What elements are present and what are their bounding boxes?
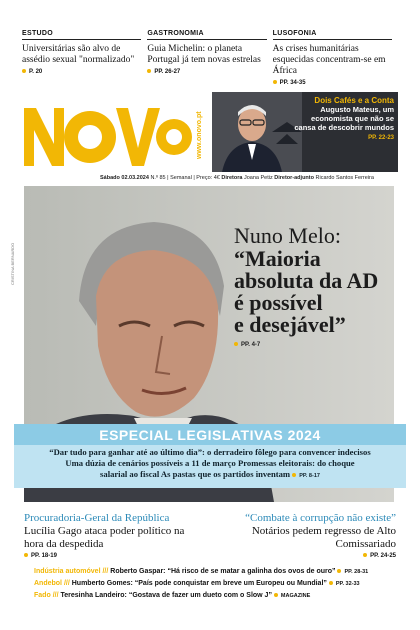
footline-section: Andebol bbox=[34, 580, 62, 587]
teaser-lusofonia[interactable] bbox=[273, 30, 398, 84]
story-headline: Notários pedem regresso de Alto Comissariado bbox=[251, 525, 396, 550]
footline-section: Indústria automóvel bbox=[34, 568, 101, 575]
special-line: Uma dúzia de cenários possíveis a 11 de março Promessas eleitorais: do choque bbox=[65, 458, 355, 468]
masthead bbox=[22, 90, 398, 176]
special-line-text: salarial ao fiscal As pastas que os partidos inventam bbox=[100, 469, 291, 479]
hero-pages bbox=[234, 342, 394, 348]
novo-logo[interactable] bbox=[22, 94, 194, 174]
teaser-pages bbox=[22, 69, 141, 75]
teaser-pages-label: PP. 26-27 bbox=[154, 69, 181, 75]
bullet-dot-icon bbox=[329, 581, 333, 585]
issue-details: N.º 85 | Semanal | Preço: 4€ bbox=[150, 175, 220, 181]
photo-credit: CRISTINA BERNARDO bbox=[10, 242, 15, 285]
bullet-dot-icon bbox=[22, 69, 26, 73]
director-name: Joana Petiz bbox=[243, 175, 273, 181]
footline-text: Teresinha Landeiro: “Gostava de fazer um dueto com o Slow J” bbox=[60, 592, 272, 599]
teaser-pages-label: PP. 34-35 bbox=[279, 80, 306, 86]
story-pages bbox=[24, 553, 205, 559]
hero-quote-line: absoluta da AD bbox=[234, 268, 379, 293]
footline-andebol[interactable] bbox=[34, 578, 394, 590]
director-label: Diretora bbox=[221, 175, 243, 181]
bullet-dot-icon bbox=[363, 553, 367, 557]
teaser-pages bbox=[273, 80, 392, 86]
hero-name: Nuno Melo: bbox=[234, 223, 341, 248]
bullet-dot-icon bbox=[273, 80, 277, 84]
hero-quote-line: “Maioria bbox=[234, 246, 321, 271]
story-pages-label: PP. 24-25 bbox=[370, 553, 396, 559]
teaser-headline: Guia Michelin: o planeta Portugal já tem novas estrelas bbox=[147, 44, 261, 65]
hero-pages-label: PP. 4-7 bbox=[241, 342, 261, 348]
footline-automovel[interactable] bbox=[34, 566, 394, 578]
promo-box[interactable] bbox=[212, 92, 398, 172]
teaser-pages-label: P. 20 bbox=[29, 69, 43, 75]
special-line-last bbox=[14, 469, 406, 482]
deputy-name: Ricardo Santos Ferreira bbox=[315, 175, 374, 181]
story-kicker: “Combate à corrupção não existe” bbox=[245, 512, 396, 524]
dateline bbox=[100, 175, 400, 181]
footline-pages: MAGAZINE bbox=[280, 593, 311, 599]
promo-text bbox=[294, 96, 394, 143]
footline-pages: PP. 28-31 bbox=[344, 569, 369, 575]
promo-kicker: Dois Cafés e a Conta bbox=[314, 96, 394, 105]
special-title: ESPECIAL LEGISLATIVAS 2024 bbox=[14, 424, 406, 445]
special-line: “Dar tudo para ganhar até ao último dia”: o derradeiro fôlego para convencer indecisos bbox=[49, 447, 371, 457]
teaser-headline: As crises humanitárias esquecidas concentram-se em África bbox=[272, 44, 386, 76]
story-pages bbox=[215, 553, 396, 559]
website-url[interactable]: www.onovo.pt bbox=[196, 111, 203, 159]
special-section-band[interactable] bbox=[14, 424, 406, 488]
top-teasers bbox=[22, 30, 398, 84]
story-procuradoria[interactable] bbox=[24, 512, 205, 560]
deputy-label: Diretor-adjunto bbox=[274, 175, 314, 181]
teaser-section: LUSOFONIA bbox=[273, 30, 392, 40]
story-notarios[interactable] bbox=[205, 512, 396, 560]
footline-text: Roberto Gaspar: “Há risco de se matar a galinha dos ovos de ouro” bbox=[110, 568, 336, 575]
bullet-dot-icon bbox=[234, 342, 238, 346]
hero-quote bbox=[234, 224, 394, 348]
footline-section: Fado bbox=[34, 592, 51, 599]
footline-separator: /// bbox=[102, 568, 109, 575]
bottom-stories bbox=[24, 512, 396, 560]
footline-separator: /// bbox=[52, 592, 59, 599]
bullet-dot-icon bbox=[337, 569, 341, 573]
promo-headline: Augusto Mateus, um economista que não se cansa de descobrir mundos bbox=[294, 105, 394, 132]
footline-separator: /// bbox=[63, 580, 70, 587]
issue-date: Sábado 02.03.2024 bbox=[100, 175, 149, 181]
teaser-gastronomia[interactable] bbox=[147, 30, 272, 84]
bullet-dot-icon bbox=[274, 593, 278, 597]
footline-fado[interactable] bbox=[34, 590, 394, 602]
teaser-section: GASTRONOMIA bbox=[147, 30, 266, 40]
footlines bbox=[34, 566, 394, 602]
footline-pages: PP. 32-33 bbox=[335, 581, 360, 587]
hero-quote-line: é possível bbox=[234, 290, 323, 315]
footline-text: Humberto Gomes: “País pode conquistar em breve um Europeu ou Mundial” bbox=[71, 580, 327, 587]
bullet-dot-icon bbox=[292, 473, 296, 477]
special-pages: PP. 8-17 bbox=[299, 473, 320, 479]
teaser-section: ESTUDO bbox=[22, 30, 141, 40]
bullet-dot-icon bbox=[24, 553, 28, 557]
special-lines bbox=[14, 445, 406, 482]
story-kicker: Procuradoria-Geral da República bbox=[24, 512, 170, 524]
hero-quote-line: e desejável” bbox=[234, 312, 346, 337]
teaser-pages bbox=[147, 69, 266, 75]
teaser-estudo[interactable] bbox=[22, 30, 147, 84]
story-headline: Lucília Gago ataca poder político na hora da despedida bbox=[24, 525, 185, 550]
bullet-dot-icon bbox=[147, 69, 151, 73]
story-pages-label: PP. 18-19 bbox=[31, 553, 57, 559]
promo-pages: PP. 22-23 bbox=[368, 135, 394, 141]
teaser-headline: Universitárias são alvo de assédio sexual "normalizado" bbox=[22, 44, 135, 65]
